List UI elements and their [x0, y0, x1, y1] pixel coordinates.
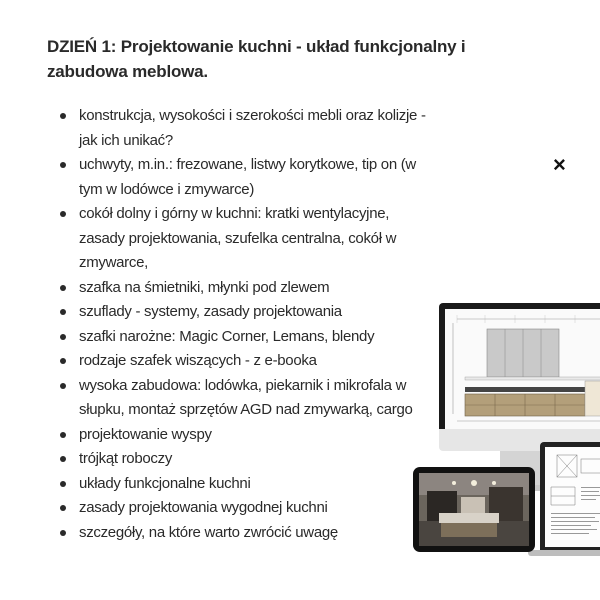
laptop-frame [540, 442, 600, 552]
topic-list [58, 104, 438, 545]
monitor-screen [445, 309, 600, 429]
laptop-base [528, 550, 600, 556]
close-icon[interactable]: × [553, 152, 566, 177]
kitchen-render [419, 473, 529, 546]
list-item: projektowanie wyspy [58, 423, 438, 448]
list-item: cokół dolny i górny w kuchni: kratki wentylacyjne, zasady projektowania, szufelka centralna, cokół w zmywarce, [58, 202, 438, 276]
list-item: rodzaje szafek wiszących - z e-booka [58, 349, 438, 374]
list-item: szuflady - systemy, zasady projektowania [58, 300, 438, 325]
list-item: szafka na śmietniki, młynki pod zlewem [58, 276, 438, 301]
list-item: konstrukcja, wysokości i szerokości mebli oraz kolizje - jak ich unikać? [58, 104, 438, 153]
list-item: trójkąt roboczy [58, 447, 438, 472]
kitchen-elevation-drawing [445, 309, 600, 429]
monitor-frame [439, 303, 600, 438]
list-item: układy funkcjonalne kuchni [58, 472, 438, 497]
tablet-frame [413, 467, 535, 552]
tablet-screen [419, 473, 529, 546]
list-item: zasady projektowania wygodnej kuchni [58, 496, 438, 521]
list-item: uchwyty, m.in.: frezowane, listwy korytkowe, tip on (w tym w lodówce i zmywarce) [58, 153, 438, 202]
laptop-screen [545, 447, 600, 547]
list-item: wysoka zabudowa: lodówka, piekarnik i mikrofala w słupku, montaż sprzętów AGD nad zmywarką, cargo [58, 374, 438, 423]
technical-drawing [545, 447, 600, 547]
list-item: szafki narożne: Magic Corner, Lemans, blendy [58, 325, 438, 350]
list-item: szczegóły, na które warto zwrócić uwagę [58, 521, 438, 546]
page-title: DZIEŃ 1: Projektowanie kuchni - układ funkcjonalny i zabudowa meblowa. [47, 37, 466, 81]
